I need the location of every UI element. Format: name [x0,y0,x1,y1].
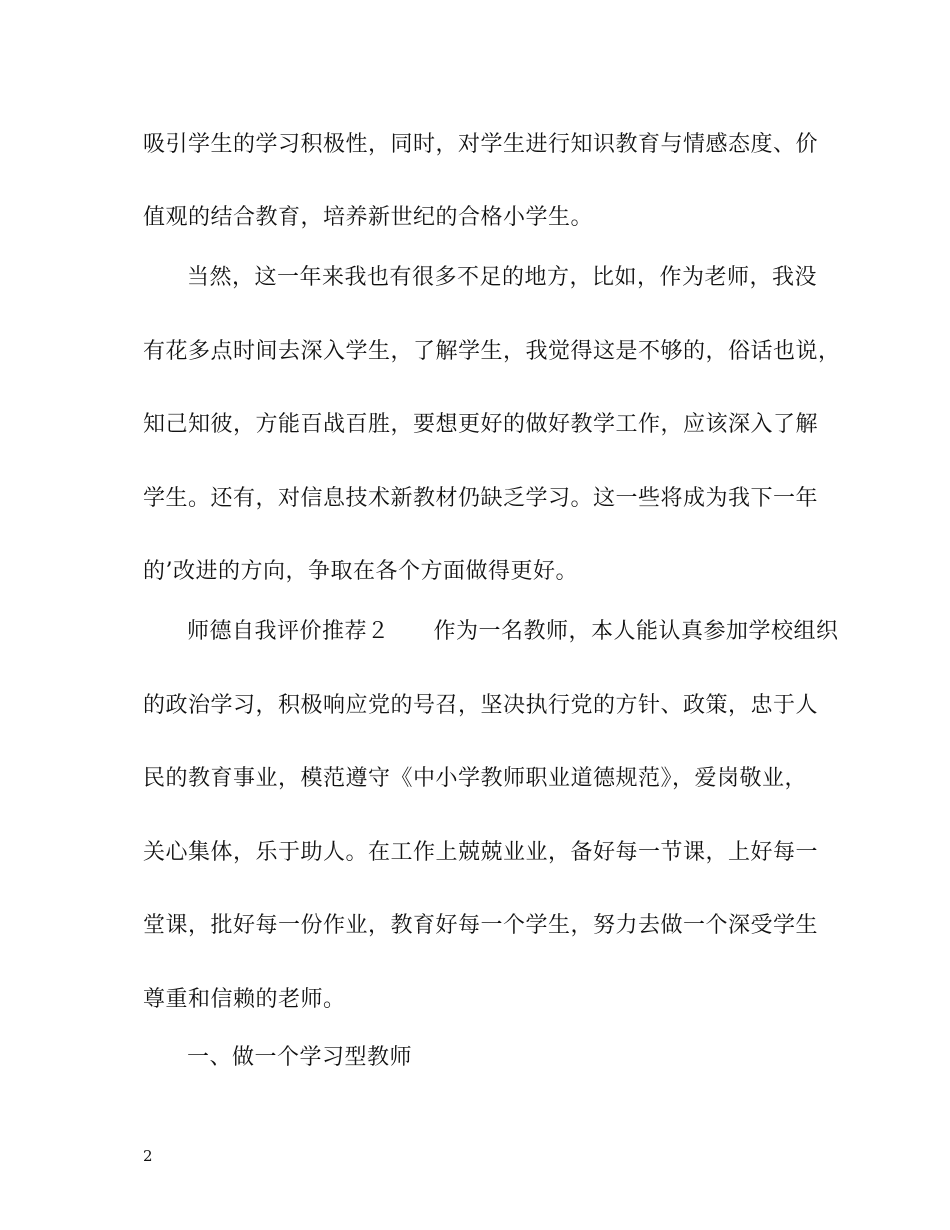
paragraph-first-line: 当然，这一年来我也有很多不足的地方，比如，作为老师，我没 [187,265,818,290]
text-line: 堂课，批好每一份作业，教育好每一个学生，努力去做一个深受学生 [143,913,819,938]
text-line: 的政治学习，积极响应党的号召，坚决执行党的方针、政策，忠于人 [143,693,819,718]
page-number: 2 [143,1147,153,1165]
text-line: 学生。还有，对信息技术新教材仍缺乏学习。这一些将成为我下一年 [143,486,819,511]
text-line: 的’改进的方向，争取在各个方面做得更好。 [143,559,578,584]
section-heading-line [187,617,839,647]
section-text: 作为一名教师，本人能认真参加学校组织 [433,619,839,644]
text-line: 民的教育事业，模范遵守《中小学教师职业道德规范》，爱岗敬业， [143,766,808,791]
text-line: 有花多点时间去深入学生，了解学生，我觉得这是不够的，俗话也说， [143,339,841,364]
text-line: 吸引学生的学习积极性，同时，对学生进行知识教育与情感态度、价 [143,132,819,157]
text-line: 值观的结合教育，培养新世纪的合格小学生。 [143,205,594,230]
text-line: 尊重和信赖的老师。 [143,987,346,1012]
text-line: 知己知彼，方能百战百胜，要想更好的做好教学工作，应该深入了解 [143,412,819,437]
section-title: 师德自我评价推荐２ [187,619,390,644]
subheading: 一、做一个学习型教师 [187,1045,413,1070]
text-line: 关心集体，乐于助人。在工作上兢兢业业，备好每一节课，上好每一 [143,840,819,865]
